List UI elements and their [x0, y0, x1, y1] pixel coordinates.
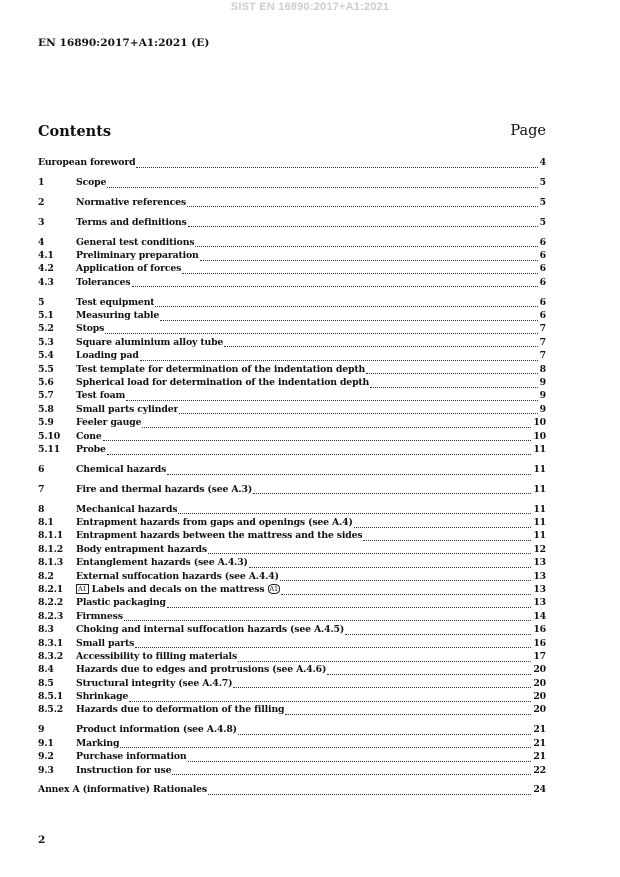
toc-entry-number: 8.5.2: [38, 704, 64, 716]
toc-entry[interactable]: [38, 249, 546, 262]
toc-entry[interactable]: [38, 583, 546, 596]
toc-entry[interactable]: [38, 623, 546, 636]
toc-entry-title: Marking: [76, 737, 120, 749]
toc-entry-title-text: Labels and decals on the mattress: [91, 583, 265, 595]
toc-entry-number: 8.2.1: [38, 583, 64, 595]
toc-entry-page: 4: [539, 157, 546, 168]
toc-entry[interactable]: [38, 703, 546, 716]
toc-entry-page: 21: [533, 751, 546, 763]
toc-entry-number: 5.6: [38, 376, 54, 388]
toc-entry[interactable]: [38, 349, 546, 362]
toc-entry-title: Product information (see A.4.8): [76, 724, 237, 736]
toc-entry-title: Normative references: [76, 196, 186, 208]
toc-entry-title: Probe: [76, 443, 106, 455]
toc-entry-title: Entrapment hazards between the mattress and the sides: [76, 530, 363, 542]
toc-entry-number: 3: [38, 216, 45, 228]
toc-entry[interactable]: [38, 650, 546, 663]
toc-entry[interactable]: [38, 176, 546, 189]
toc-entry[interactable]: [38, 610, 546, 623]
toc-entry-page: 24: [533, 784, 546, 796]
toc-entry-title: Square aluminium alloy tube: [76, 336, 224, 348]
toc-entry-title: Plastic packaging: [76, 597, 166, 609]
dot-leader: [249, 558, 532, 568]
toc-entry-number: 5.3: [38, 336, 54, 348]
dot-leader: [200, 251, 538, 261]
toc-entry-page: 8: [539, 363, 546, 375]
toc-entry-number: 9.2: [38, 751, 54, 763]
toc-entry[interactable]: [38, 723, 546, 736]
dot-leader: [107, 445, 532, 455]
toc-entry-title: Test foam: [76, 390, 126, 402]
toc-entry[interactable]: [38, 322, 546, 335]
document-id: EN 16890:2017+A1:2021 (E): [38, 37, 210, 49]
toc-entry[interactable]: [38, 596, 546, 609]
toc-entry-title: Mechanical hazards: [76, 503, 178, 515]
toc-entry-number: 8.5.1: [38, 691, 64, 703]
toc-entry-page: 9: [539, 376, 546, 388]
toc-entry-number: 8.1.1: [38, 530, 64, 542]
dot-leader: [253, 484, 531, 494]
toc-entry-page: 20: [533, 664, 546, 676]
toc-entry-number: 5.9: [38, 417, 54, 429]
toc-entry[interactable]: [38, 196, 546, 209]
toc-entry-number: 9.1: [38, 737, 54, 749]
toc-entry-title: Body entrapment hazards: [76, 543, 207, 555]
toc-entry-number: 5.8: [38, 403, 54, 415]
toc-entry[interactable]: [38, 764, 546, 777]
toc-entry-page: 13: [533, 583, 546, 595]
toc-entry[interactable]: [38, 389, 546, 402]
toc-entry-title: [76, 583, 280, 596]
dot-leader: [107, 178, 537, 188]
toc-entry-title: Hazards due to edges and protrusions (see A.4.6): [76, 664, 327, 676]
toc-entry[interactable]: [38, 403, 546, 416]
dot-leader: [142, 418, 531, 428]
toc-entry-page: 22: [533, 764, 546, 776]
toc-entry-title: Test equipment: [76, 296, 155, 308]
toc-entry[interactable]: [38, 156, 546, 169]
toc-entry-page: 5: [539, 196, 546, 208]
toc-entry[interactable]: [38, 783, 546, 796]
toc-entry[interactable]: [38, 570, 546, 583]
toc-entry-title: Scope: [76, 176, 107, 188]
toc-entry-number: 9: [38, 724, 45, 736]
toc-entry-page: 16: [533, 624, 546, 636]
toc-entry-page: 6: [539, 236, 546, 248]
toc-entry-title: General test conditions: [76, 236, 195, 248]
toc-entry-title: European foreword: [38, 157, 136, 168]
toc-entry-number: 4: [38, 236, 45, 248]
toc-entry-page: 21: [533, 724, 546, 736]
toc-entry-title: Annex A (informative) Rationales: [38, 784, 207, 796]
toc-entry-page: 7: [539, 350, 546, 362]
toc-entry-number: 8.2.2: [38, 597, 64, 609]
toc-entry[interactable]: [38, 276, 546, 289]
toc-entry-title: Accessibility to filling materials: [76, 650, 238, 662]
toc-entry[interactable]: [38, 637, 546, 650]
toc-entry-number: 2: [38, 196, 45, 208]
toc-entry-title: Terms and definitions: [76, 216, 187, 228]
dot-leader: [136, 158, 537, 168]
toc-entry-page: 9: [539, 390, 546, 402]
toc-entry-title: Loading pad: [76, 350, 139, 362]
toc-entry-number: 5.1: [38, 310, 54, 322]
watermark: SIST EN 16890:2017+A1:2021: [230, 1, 390, 13]
toc-entry-page: 6: [539, 249, 546, 261]
dot-leader: [238, 725, 531, 735]
dot-leader: [280, 571, 531, 581]
toc-entry-number: 4.1: [38, 249, 54, 261]
toc-entry-page: 11: [533, 516, 546, 528]
toc-entry-number: 6: [38, 463, 45, 475]
toc-entry-page: 6: [539, 310, 546, 322]
toc-entry-title: Tolerances: [76, 276, 131, 288]
toc-entry-title: Small parts: [76, 637, 135, 649]
toc-entry[interactable]: [38, 737, 546, 750]
dot-leader: [233, 678, 531, 688]
toc-entry-number: 5: [38, 296, 45, 308]
toc-entry[interactable]: [38, 336, 546, 349]
toc-entry-number: 8.3.1: [38, 637, 64, 649]
toc-entry-page: 13: [533, 597, 546, 609]
toc-entry-number: 4.3: [38, 276, 54, 288]
toc-entry-title: Fire and thermal hazards (see A.3): [76, 483, 253, 495]
toc-entry-page: 11: [533, 503, 546, 515]
amendment-start-marker: A1: [78, 584, 87, 593]
toc-entry-title: Purchase information: [76, 751, 187, 763]
toc-entry-title: Application of forces: [76, 263, 182, 275]
toc-entry-title: Instruction for use: [76, 764, 172, 776]
dot-leader: [124, 611, 532, 621]
contents-title: Contents: [38, 123, 112, 140]
toc-entry-page: 16: [533, 637, 546, 649]
toc-entry[interactable]: [38, 516, 546, 529]
toc-entry-title: Preliminary preparation: [76, 249, 199, 261]
toc-entry-number: 8.5: [38, 677, 54, 689]
dot-leader: [366, 364, 538, 374]
table-of-contents: [38, 156, 546, 797]
toc-entry-number: 8.1: [38, 516, 54, 528]
toc-entry-page: 11: [533, 530, 546, 542]
toc-entry-number: 5.5: [38, 363, 54, 375]
dot-leader: [129, 692, 531, 702]
dot-leader: [135, 638, 531, 648]
toc-entry-number: 8.3.2: [38, 650, 64, 662]
toc-entry[interactable]: [38, 416, 546, 429]
toc-entry-number: 5.11: [38, 443, 61, 455]
toc-entry[interactable]: [38, 463, 546, 476]
toc-entry-title: Small parts cylinder: [76, 403, 179, 415]
toc-entry-page: 12: [533, 543, 546, 555]
toc-entry-title: Measuring table: [76, 310, 160, 322]
toc-entry[interactable]: [38, 529, 546, 542]
dot-leader: [182, 264, 537, 274]
toc-entry[interactable]: [38, 483, 546, 496]
toc-entry-title: Hazards due to deformation of the filling: [76, 704, 285, 716]
dot-leader: [188, 217, 538, 227]
toc-entry-page: 20: [533, 677, 546, 689]
toc-entry-page: 5: [539, 176, 546, 188]
toc-entry-page: 21: [533, 737, 546, 749]
toc-entry-title: Stops: [76, 323, 105, 335]
dot-leader: [178, 504, 531, 514]
dot-leader: [281, 585, 531, 595]
toc-entry-page: 11: [533, 483, 546, 495]
dot-leader: [103, 431, 532, 441]
dot-leader: [327, 665, 531, 675]
dot-leader: [179, 404, 537, 414]
toc-entry-number: 8.2: [38, 570, 54, 582]
toc-entry[interactable]: [38, 363, 546, 376]
toc-entry-number: 5.7: [38, 390, 54, 402]
toc-entry[interactable]: [38, 296, 546, 309]
dot-leader: [105, 324, 537, 334]
dot-leader: [167, 598, 531, 608]
toc-entry-title: Cone: [76, 430, 102, 442]
toc-entry-number: 5.10: [38, 430, 61, 442]
toc-entry-page: 10: [533, 417, 546, 429]
toc-entry-title: Structural integrity (see A.4.7): [76, 677, 233, 689]
toc-entry-number: 9.3: [38, 764, 54, 776]
toc-entry-page: 20: [533, 704, 546, 716]
toc-entry-title: Feeler gauge: [76, 417, 142, 429]
dot-leader: [188, 752, 532, 762]
toc-entry[interactable]: [38, 309, 546, 322]
dot-leader: [132, 277, 538, 287]
toc-entry-number: 8.2.3: [38, 610, 64, 622]
toc-entry-page: 14: [533, 610, 546, 622]
dot-leader: [370, 378, 538, 388]
dot-leader: [195, 237, 537, 247]
toc-entry-page: 5: [539, 216, 546, 228]
dot-leader: [120, 738, 531, 748]
toc-entry-page: 13: [533, 557, 546, 569]
toc-entry-page: 6: [539, 263, 546, 275]
toc-entry-title: Firmness: [76, 610, 123, 622]
toc-entry[interactable]: [38, 556, 546, 569]
dot-leader: [172, 765, 531, 775]
toc-entry-page: 10: [533, 430, 546, 442]
toc-entry[interactable]: [38, 663, 546, 676]
toc-entry-page: 7: [539, 323, 546, 335]
dot-leader: [167, 465, 531, 475]
toc-entry-number: 8.1.2: [38, 543, 64, 555]
toc-entry-page: 9: [539, 403, 546, 415]
page-column-heading: Page: [510, 123, 546, 139]
toc-entry-number: 8.1.3: [38, 557, 64, 569]
toc-entry-number: 8: [38, 503, 45, 515]
toc-entry-title: Entrapment hazards from gaps and openings (see A.4): [76, 516, 353, 528]
toc-entry[interactable]: [38, 503, 546, 516]
dot-leader: [354, 518, 532, 528]
toc-entry-number: 1: [38, 176, 45, 188]
toc-entry-title: Chemical hazards: [76, 463, 167, 475]
toc-entry-title: Test template for determination of the indentation depth: [76, 363, 366, 375]
dot-leader: [126, 391, 537, 401]
toc-entry-title: Choking and internal suffocation hazards (see A.4.5): [76, 624, 345, 636]
toc-entry[interactable]: [38, 690, 546, 703]
dot-leader: [285, 705, 531, 715]
dot-leader: [208, 544, 531, 554]
toc-entry-title: Entanglement hazards (see A.4.3): [76, 557, 248, 569]
page-number: 2: [38, 834, 46, 846]
amendment-end-marker: A1: [269, 584, 279, 593]
toc-entry-number: 5.2: [38, 323, 54, 335]
toc-entry-number: 7: [38, 483, 45, 495]
toc-entry-title: Shrinkage: [76, 691, 129, 703]
dot-leader: [363, 531, 531, 541]
toc-entry-page: 6: [539, 296, 546, 308]
toc-entry[interactable]: [38, 236, 546, 249]
dot-leader: [208, 785, 531, 795]
toc-entry-number: 5.4: [38, 350, 54, 362]
toc-entry-number: 4.2: [38, 263, 54, 275]
toc-entry[interactable]: [38, 677, 546, 690]
toc-entry-page: 7: [539, 336, 546, 348]
toc-entry[interactable]: [38, 543, 546, 556]
toc-entry-page: 11: [533, 463, 546, 475]
toc-entry-title: External suffocation hazards (see A.4.4): [76, 570, 279, 582]
toc-entry[interactable]: [38, 376, 546, 389]
dot-leader: [160, 311, 538, 321]
toc-entry-page: 20: [533, 691, 546, 703]
dot-leader: [345, 625, 531, 635]
toc-entry-number: 8.3: [38, 624, 54, 636]
toc-entry-number: 8.4: [38, 664, 54, 676]
toc-entry-page: 13: [533, 570, 546, 582]
toc-entry[interactable]: [38, 750, 546, 763]
toc-entry-page: 6: [539, 276, 546, 288]
dot-leader: [238, 652, 531, 662]
toc-entry-page: 11: [533, 443, 546, 455]
dot-leader: [187, 197, 538, 207]
toc-entry[interactable]: [38, 443, 546, 456]
toc-entry-page: 17: [533, 650, 546, 662]
dot-leader: [155, 297, 537, 307]
toc-entry[interactable]: [38, 430, 546, 443]
toc-entry-title: Spherical load for determination of the indentation depth: [76, 376, 370, 388]
dot-leader: [140, 351, 538, 361]
toc-entry[interactable]: [38, 262, 546, 275]
dot-leader: [224, 337, 537, 347]
toc-entry[interactable]: [38, 216, 546, 229]
